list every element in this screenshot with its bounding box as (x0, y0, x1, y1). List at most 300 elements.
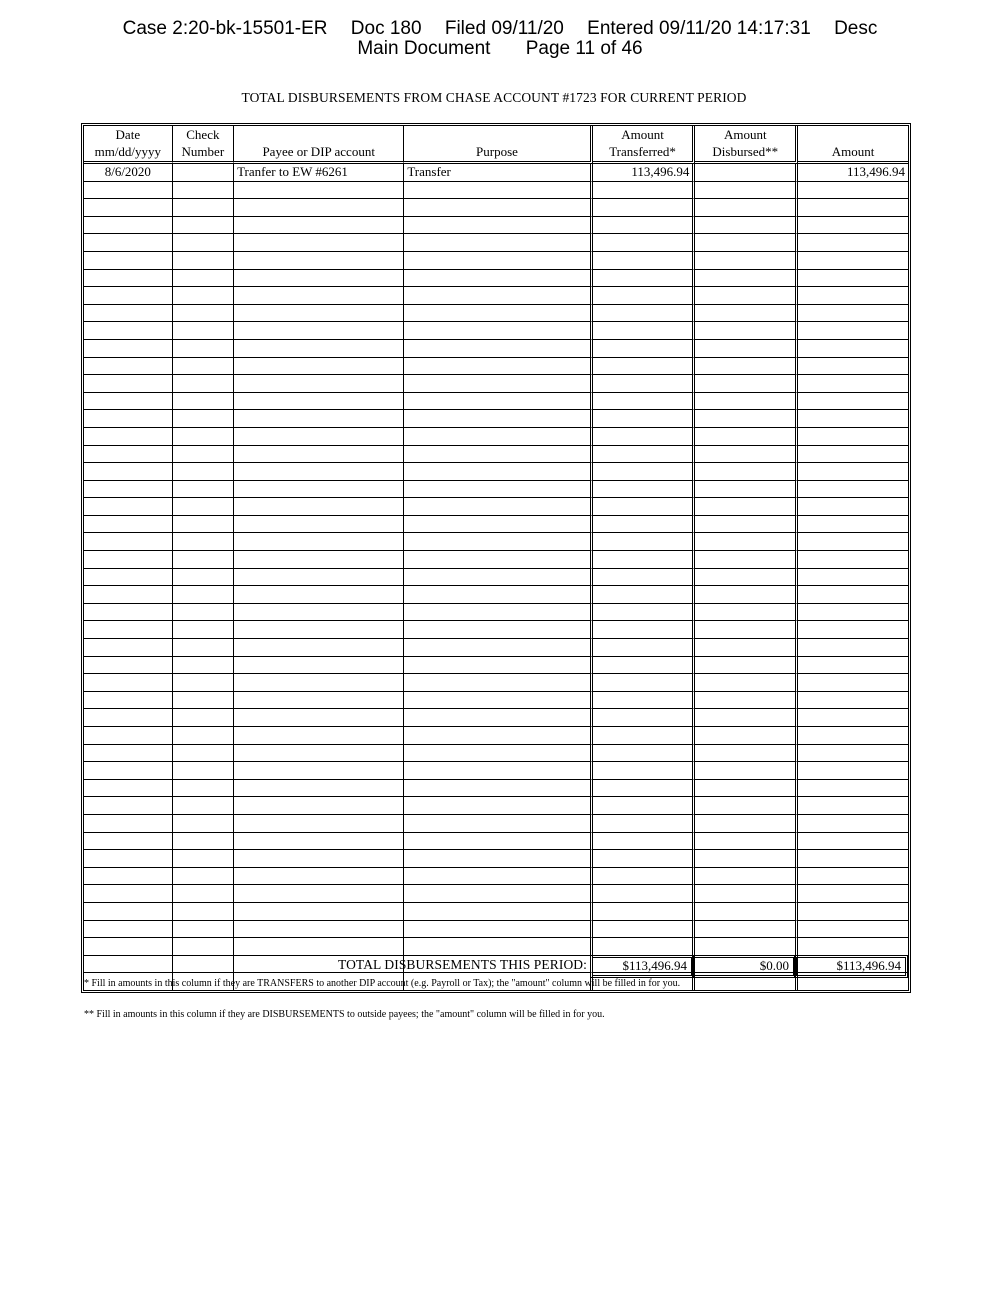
empty-cell (695, 463, 798, 481)
empty-cell (404, 604, 592, 622)
main-document-label: Main Document (357, 38, 491, 59)
empty-cell (84, 674, 173, 692)
empty-cell (695, 850, 798, 868)
row-purpose: Transfer (404, 164, 592, 182)
empty-cell (84, 287, 173, 305)
empty-table-row (84, 727, 908, 745)
empty-cell (84, 182, 173, 200)
empty-table-row (84, 692, 908, 710)
empty-cell (404, 481, 592, 499)
empty-cell (173, 709, 234, 727)
empty-cell (173, 815, 234, 833)
empty-table-row (84, 921, 908, 939)
empty-cell (173, 727, 234, 745)
empty-cell (173, 234, 234, 252)
empty-cell (695, 305, 798, 323)
empty-cell (695, 393, 798, 411)
empty-cell (593, 428, 696, 446)
empty-cell (234, 217, 404, 235)
col-check-header: Check Number (173, 126, 234, 164)
doc-number: Doc 180 (350, 18, 422, 39)
empty-table-row (84, 393, 908, 411)
empty-cell (173, 780, 234, 798)
desc-label: Desc (834, 18, 878, 39)
empty-cell (404, 287, 592, 305)
empty-table-row (84, 270, 908, 288)
empty-cell (173, 604, 234, 622)
empty-cell (695, 340, 798, 358)
empty-table-row (84, 604, 908, 622)
empty-cell (84, 833, 173, 851)
empty-cell (173, 217, 234, 235)
empty-cell (798, 569, 908, 587)
empty-cell (234, 516, 404, 534)
empty-cell (593, 745, 696, 763)
empty-cell (695, 446, 798, 464)
empty-cell (798, 234, 908, 252)
empty-cell (173, 762, 234, 780)
empty-cell (234, 727, 404, 745)
empty-cell (593, 481, 696, 499)
empty-cell (593, 797, 696, 815)
empty-cell (695, 481, 798, 499)
empty-cell (84, 270, 173, 288)
empty-cell (84, 621, 173, 639)
empty-cell (798, 921, 908, 939)
total-amount: $113,496.94 (794, 955, 908, 978)
empty-cell (84, 815, 173, 833)
empty-cell (404, 621, 592, 639)
empty-cell (173, 938, 234, 956)
empty-table-row (84, 639, 908, 657)
empty-cell (234, 639, 404, 657)
empty-cell (798, 745, 908, 763)
empty-cell (593, 217, 696, 235)
empty-cell (695, 762, 798, 780)
empty-cell (84, 868, 173, 886)
empty-table-row (84, 217, 908, 235)
empty-cell (173, 868, 234, 886)
empty-cell (695, 674, 798, 692)
empty-cell (84, 797, 173, 815)
empty-cell (404, 270, 592, 288)
empty-table-row (84, 868, 908, 886)
empty-cell (593, 182, 696, 200)
empty-cell (404, 217, 592, 235)
empty-cell (234, 569, 404, 587)
empty-table-row (84, 551, 908, 569)
empty-cell (84, 903, 173, 921)
empty-cell (234, 446, 404, 464)
empty-cell (593, 604, 696, 622)
empty-cell (798, 410, 908, 428)
empty-cell (404, 833, 592, 851)
empty-cell (234, 428, 404, 446)
empty-cell (234, 885, 404, 903)
empty-cell (695, 709, 798, 727)
empty-table-row (84, 375, 908, 393)
empty-cell (84, 885, 173, 903)
empty-cell (84, 217, 173, 235)
empty-cell (593, 780, 696, 798)
empty-cell (84, 551, 173, 569)
empty-cell (173, 833, 234, 851)
empty-cell (695, 498, 798, 516)
empty-cell (404, 182, 592, 200)
total-transferred: $113,496.94 (590, 955, 694, 978)
empty-cell (84, 762, 173, 780)
empty-cell (173, 358, 234, 376)
col-purpose-header: Purpose (404, 126, 592, 164)
empty-cell (84, 252, 173, 270)
disbursements-table-frame (81, 123, 911, 993)
empty-cell (593, 498, 696, 516)
row-disbursed (695, 164, 798, 182)
table-header-row (84, 126, 908, 164)
page-number: Page 11 of 46 (525, 38, 643, 59)
empty-cell (404, 234, 592, 252)
empty-cell (84, 498, 173, 516)
empty-cell (798, 639, 908, 657)
empty-cell (234, 604, 404, 622)
empty-cell (173, 850, 234, 868)
empty-cell (798, 551, 908, 569)
empty-cell (593, 410, 696, 428)
empty-cell (695, 797, 798, 815)
empty-table-row (84, 621, 908, 639)
empty-cell (593, 393, 696, 411)
empty-cell (173, 270, 234, 288)
empty-cell (173, 322, 234, 340)
empty-cell (173, 621, 234, 639)
empty-cell (84, 410, 173, 428)
empty-cell (798, 252, 908, 270)
empty-cell (798, 516, 908, 534)
empty-cell (84, 921, 173, 939)
empty-cell (593, 885, 696, 903)
empty-cell (798, 498, 908, 516)
empty-cell (695, 833, 798, 851)
empty-cell (593, 938, 696, 956)
empty-cell (798, 780, 908, 798)
empty-cell (695, 727, 798, 745)
empty-cell (173, 586, 234, 604)
empty-table-row (84, 833, 908, 851)
empty-cell (404, 358, 592, 376)
empty-cell (695, 885, 798, 903)
empty-cell (404, 692, 592, 710)
empty-cell (798, 709, 908, 727)
empty-cell (173, 428, 234, 446)
empty-cell (404, 375, 592, 393)
empty-cell (173, 305, 234, 323)
empty-cell (234, 586, 404, 604)
empty-cell (798, 604, 908, 622)
empty-cell (404, 463, 592, 481)
empty-cell (695, 428, 798, 446)
empty-cell (404, 305, 592, 323)
empty-cell (695, 639, 798, 657)
empty-cell (695, 234, 798, 252)
footnote-transfers: * Fill in amounts in this column if they are TRANSFERS to another DIP account (e.g. Payroll or Tax); the "amount" column will be filled in for you. (84, 978, 681, 989)
empty-cell (593, 586, 696, 604)
empty-cell (404, 903, 592, 921)
empty-cell (173, 463, 234, 481)
empty-cell (593, 463, 696, 481)
empty-cell (84, 727, 173, 745)
col-payee-header: Payee or DIP account (234, 126, 404, 164)
empty-cell (798, 692, 908, 710)
empty-cell (593, 252, 696, 270)
empty-cell (695, 815, 798, 833)
empty-table-row (84, 498, 908, 516)
empty-cell (173, 903, 234, 921)
empty-cell (173, 797, 234, 815)
empty-cell (84, 850, 173, 868)
empty-cell (593, 199, 696, 217)
empty-cell (234, 375, 404, 393)
empty-cell (404, 745, 592, 763)
empty-cell (798, 358, 908, 376)
empty-cell (798, 833, 908, 851)
empty-cell (173, 199, 234, 217)
empty-cell (234, 762, 404, 780)
empty-cell (798, 481, 908, 499)
empty-cell (234, 533, 404, 551)
empty-cell (84, 604, 173, 622)
empty-cell (84, 199, 173, 217)
empty-cell (593, 762, 696, 780)
empty-cell (695, 586, 798, 604)
empty-cell (695, 903, 798, 921)
empty-cell (404, 569, 592, 587)
empty-cell (798, 270, 908, 288)
empty-cell (173, 885, 234, 903)
empty-cell (404, 885, 592, 903)
empty-cell (234, 797, 404, 815)
empty-cell (798, 674, 908, 692)
empty-cell (695, 358, 798, 376)
empty-cell (798, 287, 908, 305)
empty-cell (798, 850, 908, 868)
empty-cell (695, 375, 798, 393)
empty-table-row (84, 885, 908, 903)
empty-cell (234, 868, 404, 886)
empty-cell (404, 498, 592, 516)
page-title: TOTAL DISBURSEMENTS FROM CHASE ACCOUNT #1723 FOR CURRENT PERIOD (241, 90, 747, 105)
empty-cell (234, 692, 404, 710)
empty-table-row (84, 340, 908, 358)
empty-cell (84, 709, 173, 727)
empty-cell (234, 850, 404, 868)
empty-cell (593, 270, 696, 288)
footnote-disbursements: ** Fill in amounts in this column if they are DISBURSEMENTS to outside payees; the "amount" column will be filled in for you. (84, 1009, 605, 1020)
empty-cell (695, 252, 798, 270)
empty-cell (593, 727, 696, 745)
empty-cell (404, 674, 592, 692)
col-amount-header: Amount (798, 126, 908, 164)
empty-table-row (84, 586, 908, 604)
empty-cell (695, 516, 798, 534)
case-number: Case 2:20-bk-15501-ER (122, 18, 328, 39)
empty-table-row (84, 797, 908, 815)
empty-cell (695, 217, 798, 235)
table-row (84, 164, 908, 182)
empty-cell (234, 674, 404, 692)
empty-table-row (84, 780, 908, 798)
empty-table-row (84, 234, 908, 252)
empty-cell (404, 340, 592, 358)
empty-cell (173, 657, 234, 675)
empty-cell (798, 621, 908, 639)
disbursements-table (84, 126, 908, 990)
empty-table-row (84, 252, 908, 270)
empty-cell (84, 322, 173, 340)
empty-cell (593, 657, 696, 675)
empty-cell (234, 234, 404, 252)
empty-cell (234, 551, 404, 569)
empty-cell (234, 358, 404, 376)
empty-cell (173, 393, 234, 411)
empty-cell (593, 340, 696, 358)
empty-cell (173, 375, 234, 393)
empty-cell (798, 815, 908, 833)
empty-cell (593, 709, 696, 727)
empty-cell (84, 745, 173, 763)
empty-cell (234, 938, 404, 956)
empty-cell (404, 815, 592, 833)
empty-cell (84, 533, 173, 551)
empty-cell (84, 463, 173, 481)
empty-cell (173, 674, 234, 692)
empty-cell (798, 762, 908, 780)
row-check (173, 164, 234, 182)
empty-table-row (84, 182, 908, 200)
empty-cell (593, 674, 696, 692)
empty-table-row (84, 745, 908, 763)
empty-table-row (84, 850, 908, 868)
empty-cell (404, 938, 592, 956)
empty-cell (173, 569, 234, 587)
empty-cell (404, 780, 592, 798)
empty-cell (593, 322, 696, 340)
empty-table-row (84, 463, 908, 481)
empty-cell (84, 586, 173, 604)
col-transferred-header: Amount Transferred* (593, 126, 696, 164)
empty-table-row (84, 481, 908, 499)
empty-cell (84, 393, 173, 411)
empty-cell (84, 375, 173, 393)
empty-table-row (84, 428, 908, 446)
empty-cell (593, 903, 696, 921)
empty-cell (404, 762, 592, 780)
empty-table-row (84, 762, 908, 780)
empty-cell (695, 868, 798, 886)
case-header (0, 19, 1000, 59)
empty-cell (173, 745, 234, 763)
empty-cell (593, 358, 696, 376)
empty-cell (798, 533, 908, 551)
empty-cell (593, 305, 696, 323)
empty-cell (593, 446, 696, 464)
empty-cell (404, 199, 592, 217)
empty-cell (593, 287, 696, 305)
empty-table-row (84, 674, 908, 692)
empty-cell (234, 709, 404, 727)
empty-cell (593, 551, 696, 569)
empty-cell (798, 586, 908, 604)
empty-cell (404, 428, 592, 446)
empty-table-row (84, 903, 908, 921)
empty-cell (173, 252, 234, 270)
empty-cell (234, 340, 404, 358)
empty-cell (593, 815, 696, 833)
empty-cell (798, 727, 908, 745)
empty-cell (84, 428, 173, 446)
empty-cell (798, 428, 908, 446)
empty-table-row (84, 287, 908, 305)
empty-table-row (84, 815, 908, 833)
empty-cell (234, 815, 404, 833)
empty-cell (234, 322, 404, 340)
empty-cell (173, 639, 234, 657)
empty-cell (173, 692, 234, 710)
empty-cell (593, 621, 696, 639)
empty-cell (593, 868, 696, 886)
empty-cell (234, 481, 404, 499)
empty-cell (593, 375, 696, 393)
empty-cell (234, 745, 404, 763)
empty-cell (84, 780, 173, 798)
empty-cell (234, 199, 404, 217)
empty-cell (593, 850, 696, 868)
empty-cell (404, 410, 592, 428)
empty-cell (84, 569, 173, 587)
empty-cell (234, 657, 404, 675)
empty-cell (593, 639, 696, 657)
empty-cell (798, 463, 908, 481)
empty-cell (695, 938, 798, 956)
empty-cell (404, 533, 592, 551)
empty-cell (234, 833, 404, 851)
totals-label: TOTAL DISBURSEMENTS THIS PERIOD: (337, 957, 587, 972)
empty-cell (84, 305, 173, 323)
empty-cell (234, 182, 404, 200)
empty-cell (234, 903, 404, 921)
empty-cell (84, 358, 173, 376)
empty-cell (593, 921, 696, 939)
empty-cell (404, 322, 592, 340)
empty-cell (798, 182, 908, 200)
empty-cell (798, 305, 908, 323)
empty-cell (404, 639, 592, 657)
filed-date: Filed 09/11/20 (444, 18, 564, 39)
empty-cell (695, 322, 798, 340)
empty-cell (798, 938, 908, 956)
empty-table-row (84, 446, 908, 464)
empty-cell (695, 533, 798, 551)
empty-cell (695, 621, 798, 639)
empty-table-row (84, 199, 908, 217)
empty-cell (173, 551, 234, 569)
total-disbursed: $0.00 (692, 955, 796, 978)
empty-cell (798, 375, 908, 393)
empty-cell (695, 287, 798, 305)
empty-cell (404, 393, 592, 411)
empty-cell (404, 921, 592, 939)
empty-cell (695, 921, 798, 939)
empty-cell (234, 252, 404, 270)
